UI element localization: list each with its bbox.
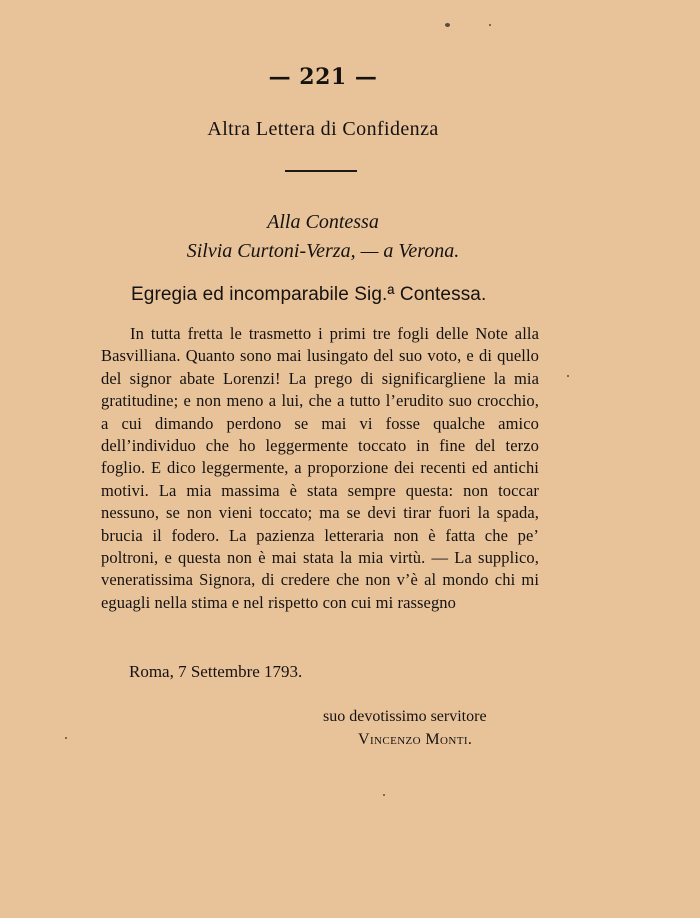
decorative-speck [383,794,385,796]
address-line-2: Silvia Curtoni-Verza, — a Verona. [186,240,460,262]
title-rule [285,170,357,172]
decorative-speck [489,24,491,26]
decorative-speck [567,375,569,377]
signature-name: Vincenzo Monti. [358,731,473,748]
decorative-speck [65,737,67,739]
letter-body: In tutta fretta le trasmetto i primi tre fogli delle Note alla Basvilliana. Quanto sono mai lusingato del suo voto, e di quello del signor abate Lorenzi! La prego di significargliene la mia gratitudine; e non meno a lui, che a tutto l’erudito suo crocchio, a cui dimando perdono se mai vi fosse qualche amico dell’individuo che ho leggermente toccato in fine del terzo foglio. E dico leggermente, a proporzione dei recenti ed antichi motivi. La mia massima è stata sempre questa: non toccar nessuno, se non vieni toccato; ma se devi tirar fuori la spada, brucia il fodero. La pazienza letteraria non è fatta che pe’ poltroni, e questa non è mai stata la mia virtù. — La supplico, veneratissima Signora, di credere che non v’è al mondo chi mi eguagli nella stima e nel rispetto con cui mi rassegno [101,324,539,612]
page-number: — 221 — [268,64,378,90]
closing-line: suo devotissimo servitore [323,708,487,725]
letter-title: Altra Lettera di Confidenza [207,118,439,140]
date-line: Roma, 7 Settembre 1793. [129,662,303,681]
salutation: Egregia ed incomparabile Sig.ª Contessa. [131,284,487,305]
decorative-speck [445,23,450,27]
address-line-1: Alla Contessa [267,211,379,233]
